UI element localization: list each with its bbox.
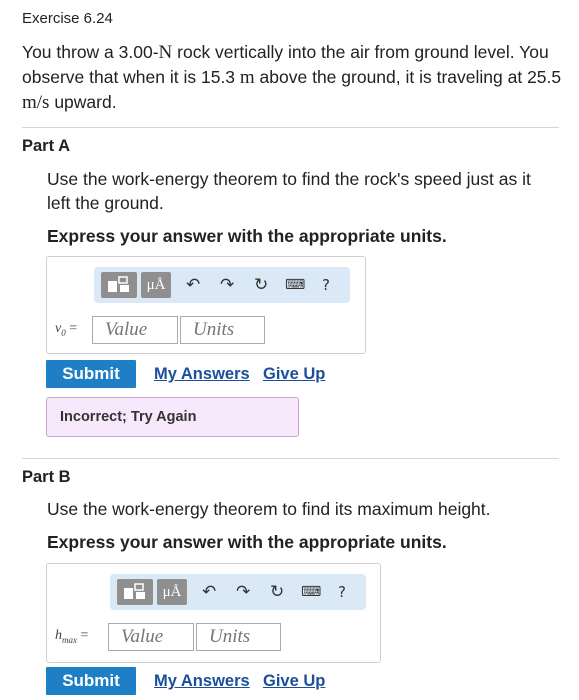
unit-newton: N [158,42,173,63]
unit-meter: m [239,67,255,88]
help-icon[interactable]: ? [338,583,346,601]
undo-arrow-icon[interactable]: ↶ [186,275,201,295]
variable-label [55,628,88,645]
var-subscript: max [62,634,77,645]
my-answers-link[interactable]: My Answers [154,672,250,690]
math-toolbar [110,574,366,610]
redo-arrow-icon[interactable]: ↷ [236,582,251,602]
submit-button[interactable]: Submit [46,360,136,388]
divider [22,127,559,128]
part-b-title: Part B [22,468,71,486]
variable-label [55,321,77,338]
problem-statement [22,40,562,115]
units-button[interactable]: μÅ [141,272,171,298]
problem-text: upward. [49,92,117,112]
part-b-express-units: Express your answer with the appropriate units. [47,532,447,552]
math-toolbar [94,267,350,303]
value-input[interactable] [92,316,178,344]
problem-text: You throw a 3.00- [22,42,159,62]
template-icon-glyph [101,272,137,298]
part-a-instruction: Use the work-energy theorem to find the rock's speed just as it left the ground. [47,169,531,213]
submit-button[interactable]: Submit [46,667,136,695]
keyboard-icon[interactable]: ⌨ [301,584,322,600]
redo-arrow-icon[interactable]: ↷ [220,275,235,295]
var-symbol: v [55,321,62,336]
part-a-answer-box [46,256,366,354]
part-a-title: Part A [22,137,70,155]
equals-sign: = [80,628,89,643]
problem-text: rock vertically into the air from ground level. You observe that when it is 15.3 [22,42,549,87]
help-icon[interactable]: ? [322,276,330,294]
divider [22,458,559,459]
reset-icon[interactable]: ↻ [254,275,269,295]
part-a-express-units: Express your answer with the appropriate units. [47,226,447,246]
units-button[interactable]: μÅ [157,579,187,605]
equals-sign: = [69,321,78,336]
units-input[interactable] [180,316,265,344]
exercise-title: Exercise 6.24 [22,10,113,27]
var-symbol: h [55,628,62,643]
part-b-answer-box [46,563,381,663]
template-icon-glyph [117,579,153,605]
give-up-link[interactable]: Give Up [263,365,326,383]
feedback-message: Incorrect; Try Again [46,397,299,437]
unit-meters-per-second: m/s [22,92,50,113]
reset-icon[interactable]: ↻ [270,582,285,602]
problem-text: above the ground, it is traveling at 25.5 [254,67,562,87]
part-b-instruction: Use the work-energy theorem to find its maximum height. [47,499,491,519]
var-subscript: 0 [61,327,66,338]
template-icon[interactable] [101,272,137,298]
keyboard-icon[interactable]: ⌨ [285,277,306,293]
give-up-link[interactable]: Give Up [263,672,326,690]
my-answers-link[interactable]: My Answers [154,365,250,383]
undo-arrow-icon[interactable]: ↶ [202,582,217,602]
units-input[interactable] [196,623,281,651]
template-icon[interactable] [117,579,153,605]
value-input[interactable] [108,623,194,651]
